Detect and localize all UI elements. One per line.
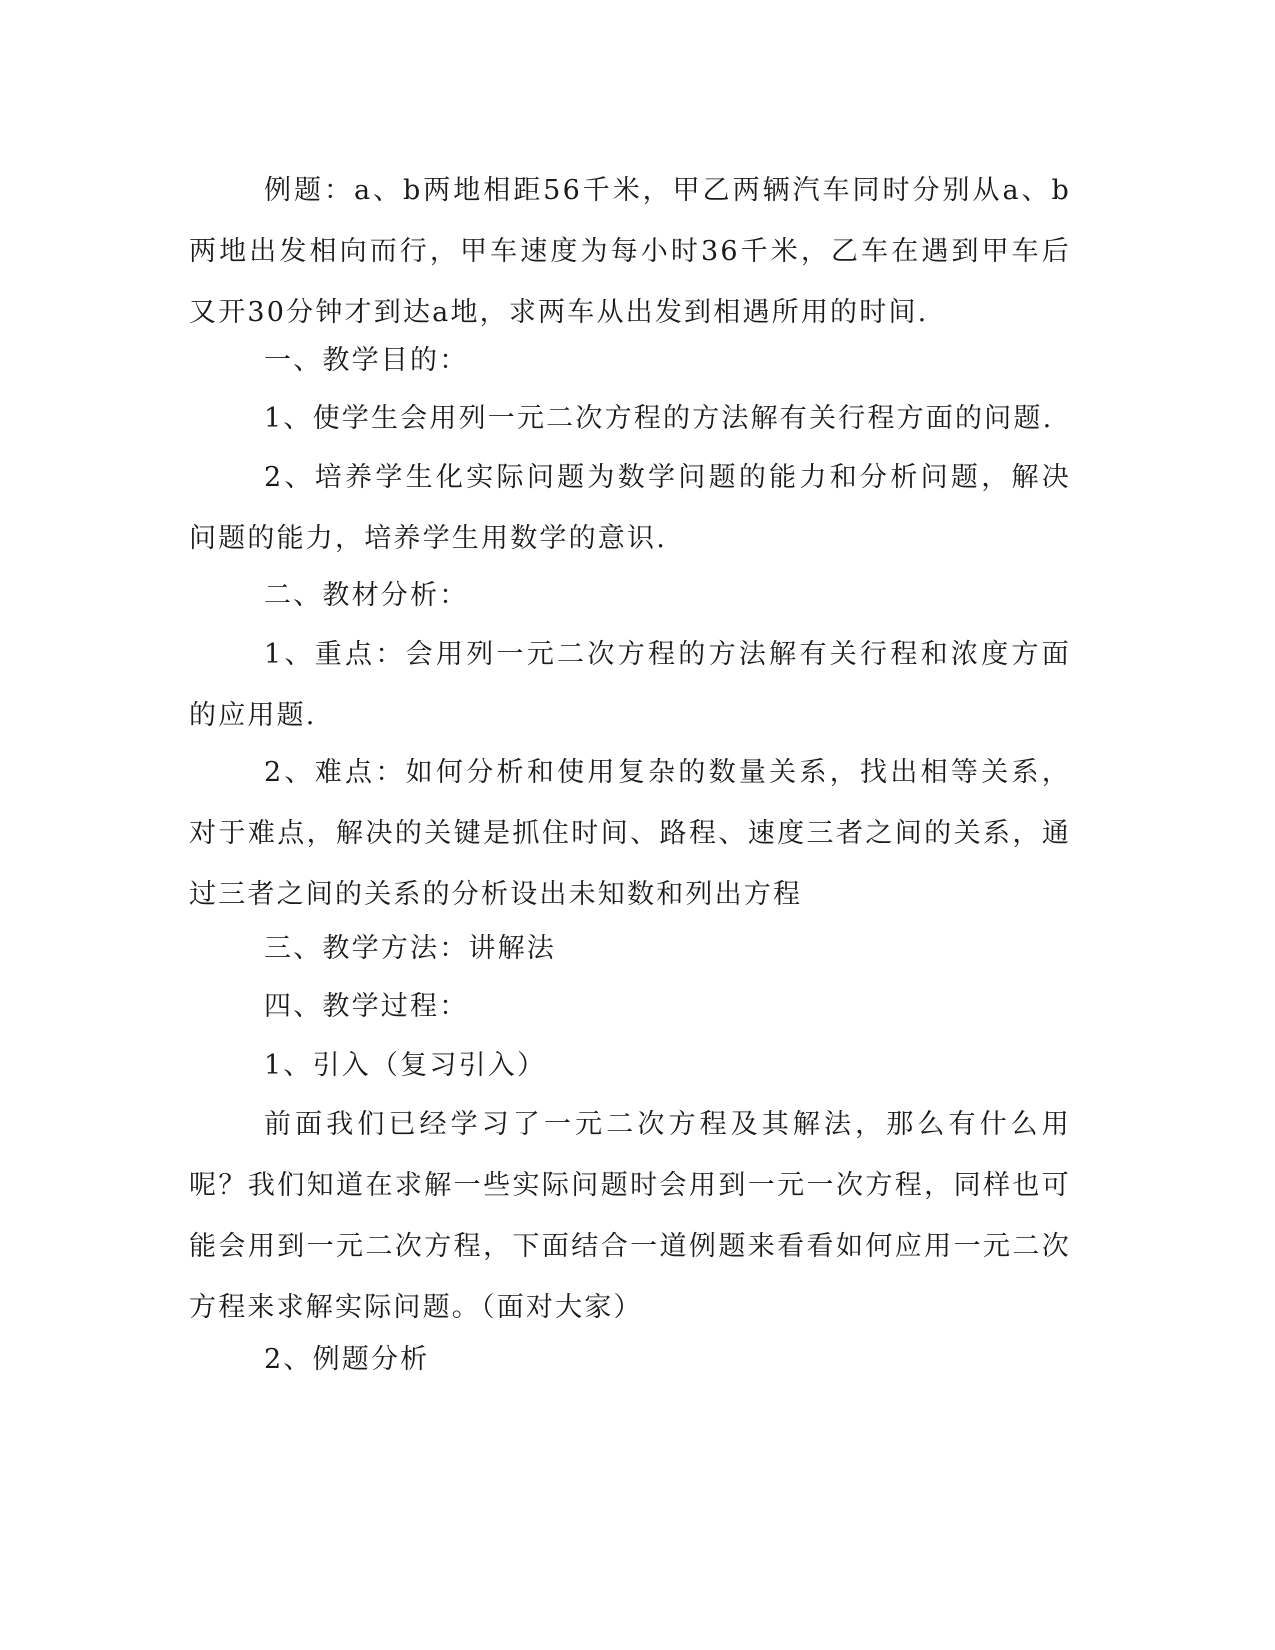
heading-teaching-process: 四、教学过程： <box>264 991 469 1022</box>
introduction-paragraph: 前面我们已经学习了一元二次方程及其解法，那么有什么用呢？我们知道在求解一些实际问题时会用到一元一次方程，同样也可能会用到一元二次方程，下面结合一道例题来看看如何应用一元二次方程来求解实际问题。（面对大家） <box>189 1109 1071 1323</box>
process-step-introduction: 1、引入（复习引入） <box>264 1050 547 1081</box>
heading-teaching-method: 三、教学方法：讲解法 <box>264 933 556 964</box>
analysis-difficult-point: 2、难点：如何分析和使用复杂的数量关系，找出相等关系，对于难点，解决的关键是抓住时间、路程、速度三者之间的关系，通过三者之间的关系的分析设出未知数和列出方程 <box>189 757 1071 910</box>
process-step-example-analysis: 2、例题分析 <box>264 1344 430 1375</box>
example-problem-paragraph: 例题：a、b两地相距56千米，甲乙两辆汽车同时分别从a、b两地出发相向而行，甲车速度为每小时36千米，乙车在遇到甲车后又开30分钟才到达a地，求两车从出发到相遇所用的时间. <box>189 175 1071 328</box>
heading-material-analysis: 二、教材分析： <box>264 580 469 611</box>
heading-teaching-objectives: 一、教学目的： <box>264 345 469 376</box>
objective-item-1: 1、使学生会用列一元二次方程的方法解有关行程方面的问题. <box>264 403 1054 434</box>
objective-item-2: 2、培养学生化实际问题为数学问题的能力和分析问题，解决问题的能力，培养学生用数学的意识. <box>189 462 1071 554</box>
analysis-key-point: 1、重点：会用列一元二次方程的方法解有关行程和浓度方面的应用题. <box>189 639 1071 731</box>
